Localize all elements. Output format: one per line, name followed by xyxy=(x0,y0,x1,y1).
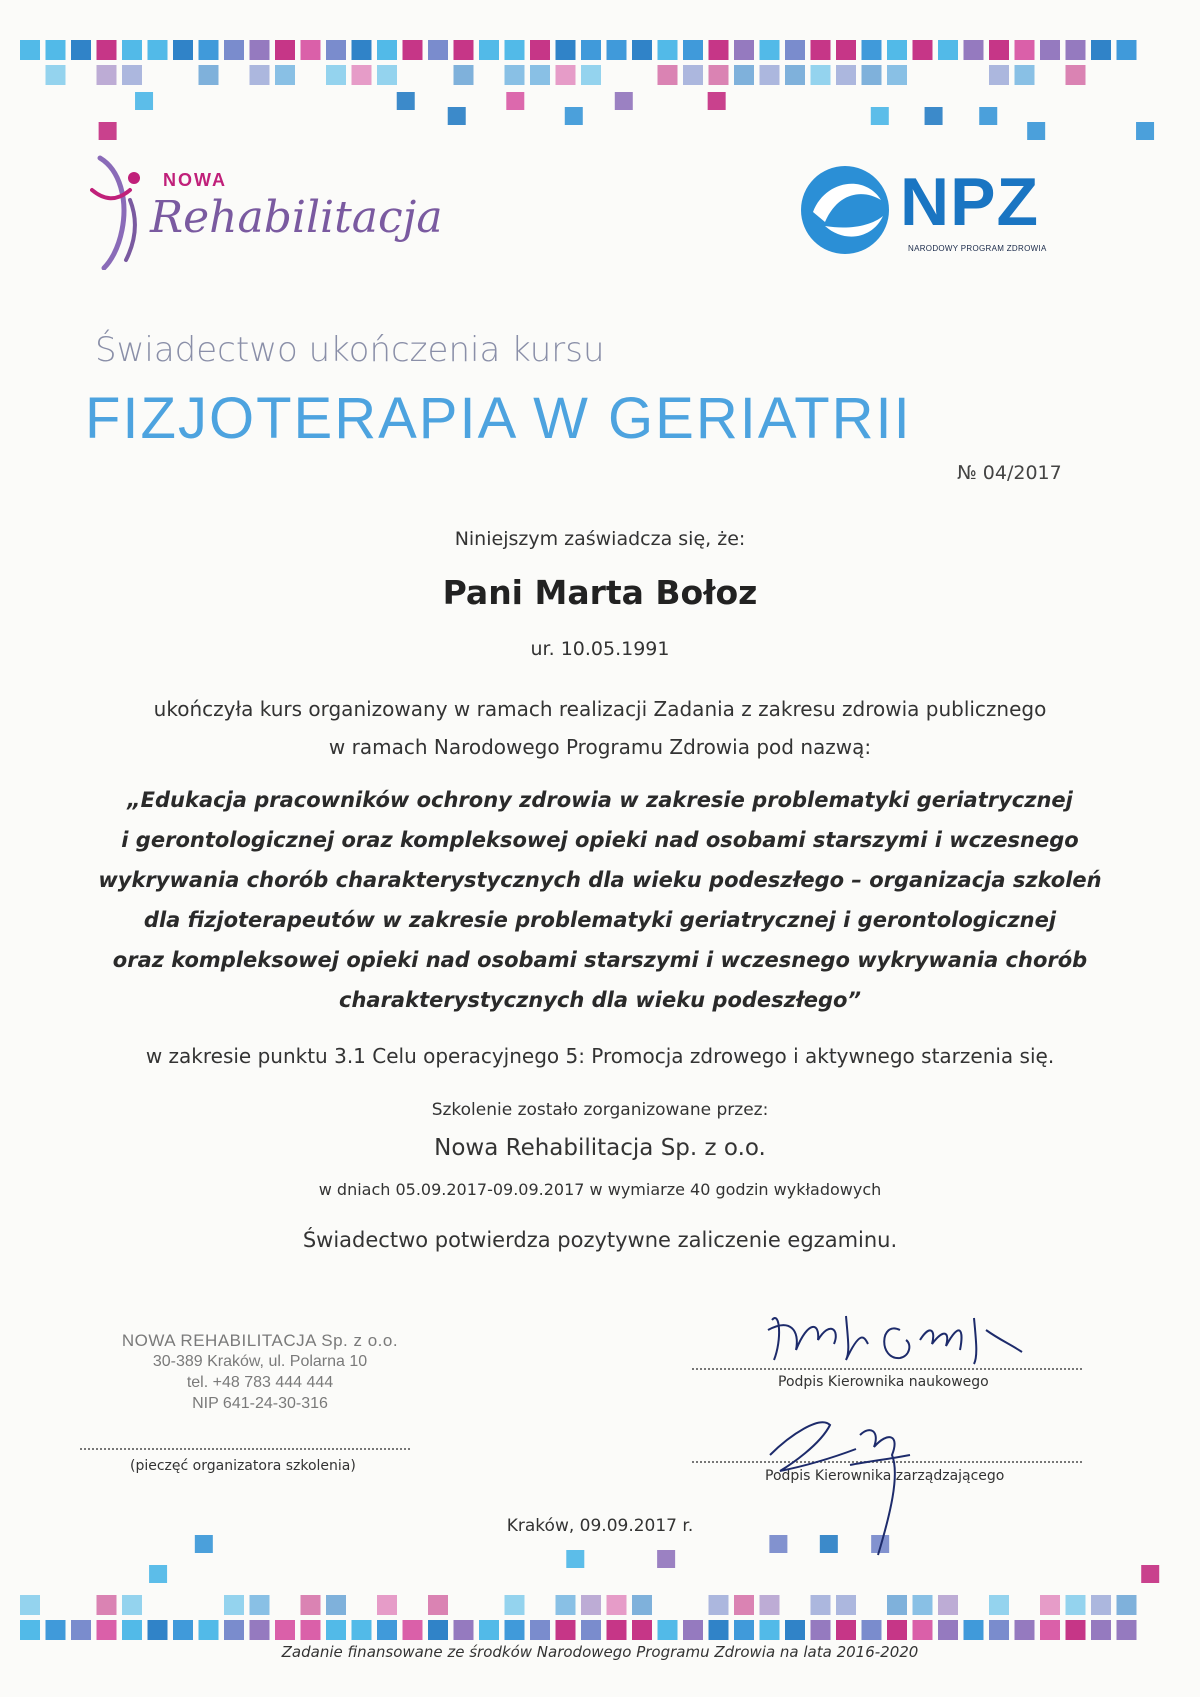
decorative-square xyxy=(448,107,466,125)
decorative-square xyxy=(275,1620,295,1640)
decorative-square xyxy=(658,40,678,60)
decorative-square xyxy=(734,1620,754,1640)
decorative-square xyxy=(683,1620,703,1640)
stamp-line: NOWA REHABILITACJA Sp. z o.o. xyxy=(121,1331,399,1350)
decorative-square xyxy=(530,65,550,85)
decorative-square xyxy=(173,40,193,60)
decorative-square xyxy=(1040,1620,1060,1640)
decorative-square xyxy=(760,1595,780,1615)
decorative-square xyxy=(1015,1620,1035,1640)
decorative-square xyxy=(658,65,678,85)
decorative-square xyxy=(1117,1595,1137,1615)
decorative-square xyxy=(989,40,1009,60)
decorative-square xyxy=(377,1620,397,1640)
decorative-square xyxy=(607,1620,627,1640)
decorative-square xyxy=(581,1595,601,1615)
decorative-square xyxy=(785,65,805,85)
decorative-square xyxy=(505,40,525,60)
decorative-square xyxy=(326,1595,346,1615)
decorative-square xyxy=(1066,40,1086,60)
decorative-square xyxy=(326,1620,346,1640)
decorative-square xyxy=(250,1620,270,1640)
decorative-square xyxy=(607,40,627,60)
decorative-square xyxy=(1141,1565,1159,1583)
decorative-square xyxy=(352,1620,372,1640)
decorative-square xyxy=(199,1620,219,1640)
program-line: i gerontologicznej oraz kompleksowej opieki nad osobami starszymi i wczesnego xyxy=(121,828,1079,852)
decorative-square xyxy=(811,40,831,60)
decorative-square xyxy=(887,65,907,85)
decorative-square xyxy=(871,107,889,125)
decorative-square xyxy=(301,1595,321,1615)
decorative-square xyxy=(1040,1595,1060,1615)
confirmation-text: Świadectwo potwierdza pozytywne zaliczenie egzaminu. xyxy=(302,1228,898,1252)
decorative-square xyxy=(148,40,168,60)
decorative-square xyxy=(709,1620,729,1640)
decorative-square xyxy=(811,65,831,85)
decorative-square xyxy=(1091,1595,1111,1615)
organized-by-label: Szkolenie zostało zorganizowane przez: xyxy=(431,1100,769,1120)
decorative-square xyxy=(734,65,754,85)
place-date: Kraków, 09.09.2017 r. xyxy=(506,1516,694,1536)
decorative-square xyxy=(326,40,346,60)
recipient-name: Pani Marta Bołoz xyxy=(442,573,758,612)
decorative-square xyxy=(224,1620,244,1640)
decorative-square xyxy=(964,1620,984,1640)
handwritten-signature-managing xyxy=(760,1395,940,1565)
decorative-square xyxy=(99,122,117,140)
decorative-square xyxy=(454,40,474,60)
decorative-square xyxy=(250,40,270,60)
decorative-square xyxy=(148,1620,168,1640)
decorative-square xyxy=(122,1620,142,1640)
stamp-line: NIP 641-24-30-316 xyxy=(192,1395,328,1412)
decorative-square xyxy=(913,1595,933,1615)
decorative-square xyxy=(1066,1595,1086,1615)
decorative-square xyxy=(734,40,754,60)
decorative-square xyxy=(428,40,448,60)
body-line: w ramach Narodowego Programu Zdrowia pod nazwą: xyxy=(328,735,872,759)
decorative-square xyxy=(556,1595,576,1615)
decorative-square xyxy=(97,1620,117,1640)
signature-label-managing: Podpis Kierownika zarządzającego xyxy=(765,1468,1005,1484)
stamp-line: tel. +48 783 444 444 xyxy=(186,1374,334,1391)
decorative-square xyxy=(377,1595,397,1615)
decorative-square xyxy=(913,40,933,60)
decorative-square xyxy=(173,1620,193,1640)
certificate-subtitle: Świadectwo ukończenia kursu xyxy=(95,330,605,370)
decorative-square xyxy=(913,1620,933,1640)
footer-funding-note: Zadanie finansowane ze środków Narodowego Programu Zdrowia na lata 2016-2020 xyxy=(281,1643,919,1661)
decorative-square xyxy=(811,1595,831,1615)
decorative-square xyxy=(326,65,346,85)
decorative-square xyxy=(135,92,153,110)
decorative-square xyxy=(403,1620,423,1640)
decorative-square xyxy=(979,107,997,125)
decorative-square xyxy=(556,40,576,60)
decorative-square xyxy=(989,65,1009,85)
decorative-square xyxy=(836,1595,856,1615)
decorative-square xyxy=(1066,1620,1086,1640)
decorative-square xyxy=(530,40,550,60)
decorative-square xyxy=(1040,40,1060,60)
decorative-square xyxy=(454,1620,474,1640)
decorative-square xyxy=(352,65,372,85)
decorative-square xyxy=(397,92,415,110)
decorative-square xyxy=(836,40,856,60)
certificate-title: FIZJOTERAPIA W GERIATRII xyxy=(85,386,912,451)
decorative-square xyxy=(709,40,729,60)
decorative-square xyxy=(581,1620,601,1640)
program-line: dla fizjoterapeutów w zakresie problematyki geriatrycznej i gerontologicznej xyxy=(143,908,1057,932)
stamp-caption: (pieczęć organizatora szkolenia) xyxy=(130,1458,356,1474)
decorative-square xyxy=(301,40,321,60)
intro-text: Niniejszym zaświadcza się, że: xyxy=(454,528,746,550)
decorative-square xyxy=(530,1620,550,1640)
decorative-square xyxy=(71,40,91,60)
decorative-square xyxy=(632,1595,652,1615)
decorative-square xyxy=(887,1620,907,1640)
decorative-square xyxy=(581,65,601,85)
decorative-square xyxy=(1015,40,1035,60)
decorative-square xyxy=(46,65,66,85)
decorative-square xyxy=(506,92,524,110)
decorative-square xyxy=(377,40,397,60)
decorative-square xyxy=(709,1595,729,1615)
decorative-square xyxy=(1066,65,1086,85)
signature-label-scientific: Podpis Kierownika naukowego xyxy=(778,1374,989,1390)
logo-word-rehabilitacja: Rehabilitacja xyxy=(150,192,443,243)
decorative-square xyxy=(224,1595,244,1615)
decorative-square xyxy=(20,1595,40,1615)
decorative-square xyxy=(632,1620,652,1640)
decorative-square xyxy=(97,1595,117,1615)
decorative-square xyxy=(20,40,40,60)
decorative-square xyxy=(428,1595,448,1615)
scope-text: w zakresie punktu 3.1 Celu operacyjnego 5: Promocja zdrowego i aktywnego starzenia się. xyxy=(145,1044,1055,1068)
course-dates: w dniach 05.09.2017-09.09.2017 w wymiarze 40 godzin wykładowych xyxy=(318,1180,882,1199)
decorative-square xyxy=(556,65,576,85)
decorative-square xyxy=(250,1595,270,1615)
decorative-square xyxy=(428,1620,448,1640)
decorative-square xyxy=(301,1620,321,1640)
stamp-line: 30-389 Kraków, ul. Polarna 10 xyxy=(152,1353,368,1370)
decorative-square xyxy=(1027,122,1045,140)
decorative-square xyxy=(632,40,652,60)
decorative-square xyxy=(122,1595,142,1615)
decorative-square xyxy=(709,65,729,85)
decorative-square xyxy=(925,107,943,125)
organizer-stamp xyxy=(110,1330,410,1414)
decorative-square xyxy=(862,1620,882,1640)
handwritten-signature-scientific xyxy=(760,1300,1060,1380)
body-paragraph xyxy=(0,690,1200,766)
program-line: oraz kompleksowej opieki nad osobami starszymi i wczesnego wykrywania chorób xyxy=(112,948,1088,972)
decorative-square xyxy=(122,40,142,60)
decorative-square xyxy=(566,1550,584,1568)
decorative-square xyxy=(683,40,703,60)
decorative-square xyxy=(505,1595,525,1615)
decorative-square xyxy=(785,1620,805,1640)
decorative-square xyxy=(708,92,726,110)
decorative-square xyxy=(195,1535,213,1553)
decorative-square xyxy=(565,107,583,125)
decorative-square xyxy=(760,1620,780,1640)
program-line: „Edukacja pracowników ochrony zdrowia w zakresie problematyki geriatrycznej xyxy=(127,788,1073,812)
body-line: ukończyła kurs organizowany w ramach realizacji Zadania z zakresu zdrowia publicznego xyxy=(153,697,1047,721)
decorative-square xyxy=(887,40,907,60)
decorative-square xyxy=(964,40,984,60)
decorative-square xyxy=(938,1595,958,1615)
decorative-square xyxy=(71,1620,91,1640)
certificate-number: № 04/2017 xyxy=(957,462,1062,484)
decorative-square xyxy=(199,40,219,60)
decorative-square xyxy=(199,65,219,85)
decorative-square xyxy=(454,65,474,85)
decorative-square xyxy=(1091,1620,1111,1640)
decorative-square xyxy=(658,1620,678,1640)
decorative-square xyxy=(734,1595,754,1615)
decorative-square xyxy=(275,65,295,85)
decorative-square xyxy=(836,65,856,85)
decorative-square xyxy=(149,1565,167,1583)
program-line: charakterystycznych dla wieku podeszłego” xyxy=(339,988,861,1012)
program-line: wykrywania chorób charakterystycznych dla wieku podeszłego – organizacja szkoleń xyxy=(98,868,1102,892)
decorative-square xyxy=(505,65,525,85)
decorative-square xyxy=(683,65,703,85)
program-name xyxy=(0,780,1200,1020)
decorative-square xyxy=(887,1595,907,1615)
decorative-square xyxy=(224,40,244,60)
decorative-square xyxy=(989,1620,1009,1640)
decorative-square xyxy=(505,1620,525,1640)
decorative-square xyxy=(20,1620,40,1640)
npz-logo-text: NPZ xyxy=(900,164,1039,240)
decorative-square xyxy=(556,1620,576,1640)
decorative-square xyxy=(607,1595,627,1615)
decorative-square xyxy=(1117,40,1137,60)
decorative-square xyxy=(862,65,882,85)
decorative-square xyxy=(122,65,142,85)
decorative-square xyxy=(1091,40,1111,60)
decorative-square xyxy=(403,40,423,60)
decorative-square xyxy=(760,40,780,60)
decorative-square xyxy=(938,40,958,60)
decorative-square xyxy=(46,40,66,60)
decorative-square xyxy=(1015,65,1035,85)
decorative-square xyxy=(97,40,117,60)
birth-date: ur. 10.05.1991 xyxy=(530,638,670,660)
decorative-square xyxy=(97,65,117,85)
logo-word-nowa: NOWA xyxy=(163,170,227,190)
organizer-name: Nowa Rehabilitacja Sp. z o.o. xyxy=(434,1135,766,1161)
decorative-square xyxy=(785,40,805,60)
decorative-square xyxy=(352,40,372,60)
decorative-square xyxy=(615,92,633,110)
decorative-square xyxy=(250,65,270,85)
stamp-dotted-line xyxy=(80,1448,410,1450)
decorative-square xyxy=(275,40,295,60)
decorative-square xyxy=(811,1620,831,1640)
decorative-square xyxy=(581,40,601,60)
decorative-square xyxy=(989,1595,1009,1615)
npz-logo-subtitle: NARODOWY PROGRAM ZDROWIA xyxy=(908,244,1047,253)
decorative-square xyxy=(657,1550,675,1568)
decorative-square xyxy=(1117,1620,1137,1640)
decorative-square xyxy=(479,1620,499,1640)
decorative-square xyxy=(760,65,780,85)
decorative-square xyxy=(479,40,499,60)
decorative-square xyxy=(836,1620,856,1640)
decorative-square xyxy=(46,1620,66,1640)
decorative-square xyxy=(377,65,397,85)
decorative-square xyxy=(862,40,882,60)
decorative-square xyxy=(938,1620,958,1640)
decorative-square xyxy=(1136,122,1154,140)
